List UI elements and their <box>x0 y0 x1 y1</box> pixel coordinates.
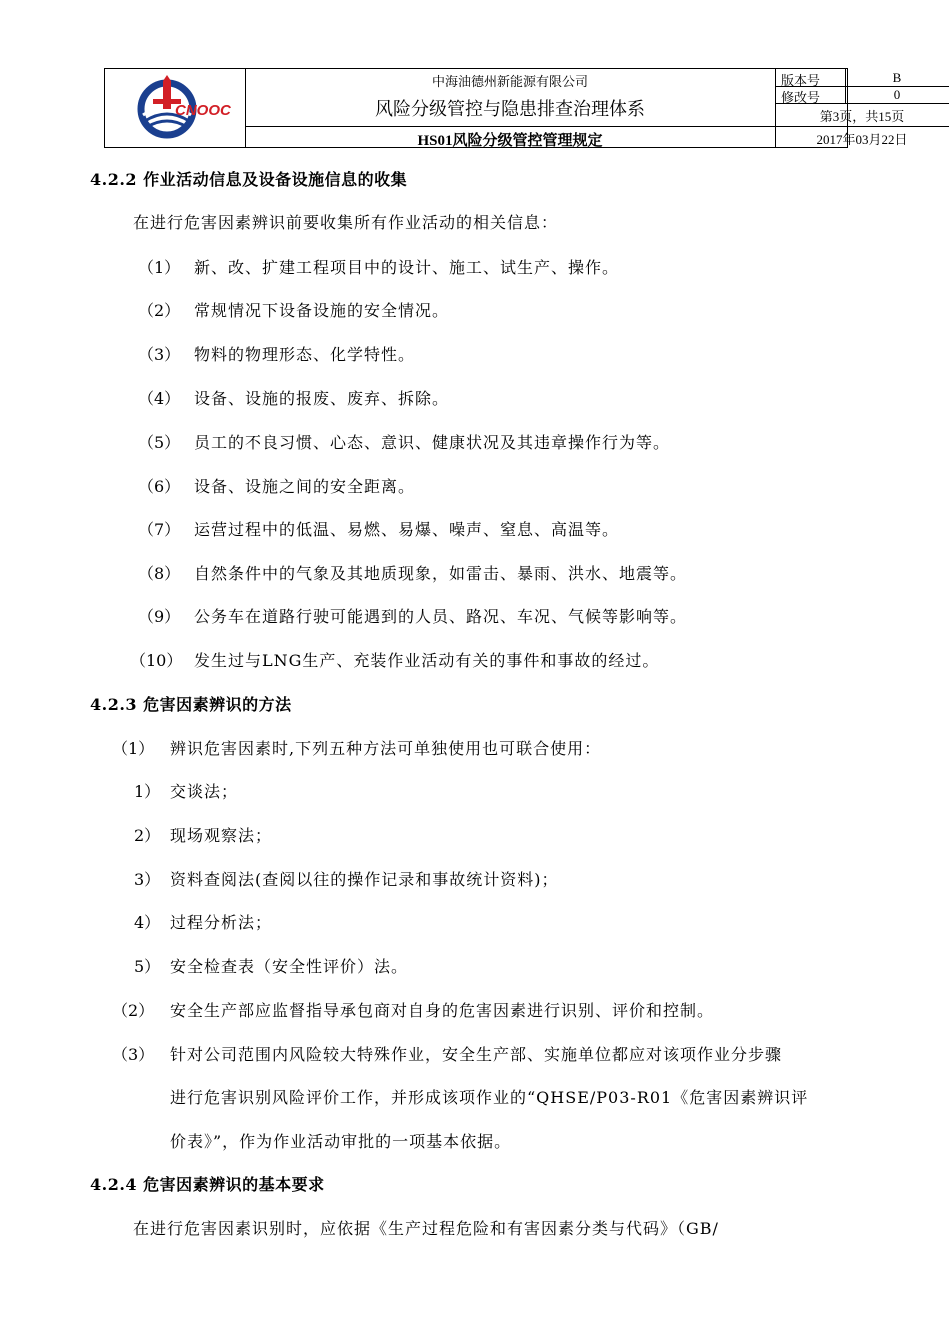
header-title-cell <box>245 69 776 147</box>
list-item-number: （9） <box>138 607 181 626</box>
list-item-number: （8） <box>138 564 181 583</box>
list-item: 设备、设施的报废、废弃、拆除。 <box>194 389 450 408</box>
method-number: 1） <box>134 782 161 801</box>
list-item: 员工的不良习惯、心态、意识、健康状况及其违章操作行为等。 <box>194 433 671 452</box>
method-number: 3） <box>134 870 161 889</box>
method-item: 资料查阅法(查阅以往的操作记录和事故统计资料)； <box>170 870 559 889</box>
list-item: 自然条件中的气象及其地质现象，如雷击、暴雨、洪水、地震等。 <box>194 564 688 583</box>
method-item: 过程分析法； <box>170 913 273 932</box>
list-item: 发生过与LNG生产、充装作业活动有关的事件和事故的经过。 <box>194 651 660 670</box>
paragraph: 安全生产部应监督指导承包商对自身的危害因素进行识别、评价和控制。 <box>170 1001 715 1020</box>
document-header <box>104 68 908 149</box>
document-date: 2017年03月22日 <box>816 132 908 147</box>
list-item-number: （2） <box>138 301 181 320</box>
list-item: 新、改、扩建工程项目中的设计、施工、试生产、操作。 <box>194 258 620 277</box>
header-meta-cell <box>775 69 949 147</box>
header-divider <box>245 126 775 127</box>
method-item: 交谈法； <box>170 782 239 801</box>
section-heading-4-2-2: 4.2.2 作业活动信息及设备设施信息的收集 <box>90 170 408 189</box>
list-item-number: （1） <box>112 739 155 758</box>
version-value: B <box>892 70 902 85</box>
method-number: 2） <box>134 826 161 845</box>
page-info: 第3页，共15页 <box>819 109 905 124</box>
method-item: 安全检查表（安全性评价）法。 <box>170 957 409 976</box>
paragraph-line: 价表》”，作为作业活动审批的一项基本依据。 <box>170 1132 512 1151</box>
svg-text:CNOOC: CNOOC <box>175 102 231 119</box>
cnooc-logo-icon <box>105 69 245 147</box>
method-number: 5） <box>134 957 161 976</box>
revision-value: 0 <box>893 87 901 102</box>
list-item-number: （5） <box>138 433 181 452</box>
paragraph-intro: 在进行危害因素辨识前要收集所有作业活动的相关信息： <box>133 213 559 232</box>
list-item: 设备、设施之间的安全距离。 <box>194 477 416 496</box>
document-title: HS01风险分级管控管理规定 <box>417 133 603 149</box>
company-name: 中海油德州新能源有限公司 <box>431 74 588 89</box>
logo-cell <box>105 69 246 147</box>
list-item: 物料的物理形态、化学特性。 <box>194 345 416 364</box>
section-heading-4-2-4: 4.2.4 危害因素辨识的基本要求 <box>90 1175 325 1194</box>
paragraph-line: 进行危害识别风险评价工作，并形成该项作业的“QHSE/P03-R01《危害因素辨识评 <box>170 1088 809 1107</box>
list-item-number: （1） <box>138 258 181 277</box>
revision-label: 修改号 <box>781 90 821 105</box>
list-item-number: （2） <box>112 1001 155 1020</box>
list-item-number: （7） <box>138 520 181 539</box>
system-title: 风险分级管控与隐患排查治理体系 <box>375 99 645 119</box>
paragraph-line: 在进行危害因素识别时，应依据《生产过程危险和有害因素分类与代码》（GB/ <box>133 1219 719 1238</box>
paragraph-line: 针对公司范围内风险较大特殊作业，安全生产部、实施单位都应对该项作业分步骤 <box>170 1045 783 1064</box>
version-label: 版本号 <box>781 73 821 88</box>
paragraph: 辨识危害因素时,下列五种方法可单独使用也可联合使用： <box>170 739 602 758</box>
list-item-number: （3） <box>138 345 181 364</box>
section-heading-4-2-3: 4.2.3 危害因素辨识的方法 <box>90 695 292 714</box>
list-item: 公务车在道路行驶可能遇到的人员、路况、车况、气候等影响等。 <box>194 607 688 626</box>
list-item-number: （4） <box>138 389 181 408</box>
method-number: 4） <box>134 913 161 932</box>
list-item-number: （3） <box>112 1045 155 1064</box>
list-item: 运营过程中的低温、易燃、易爆、噪声、窒息、高温等。 <box>194 520 620 539</box>
list-item-number: （10） <box>130 651 183 670</box>
method-item: 现场观察法； <box>170 826 273 845</box>
list-item-number: （6） <box>138 477 181 496</box>
list-item: 常规情况下设备设施的安全情况。 <box>194 301 450 320</box>
